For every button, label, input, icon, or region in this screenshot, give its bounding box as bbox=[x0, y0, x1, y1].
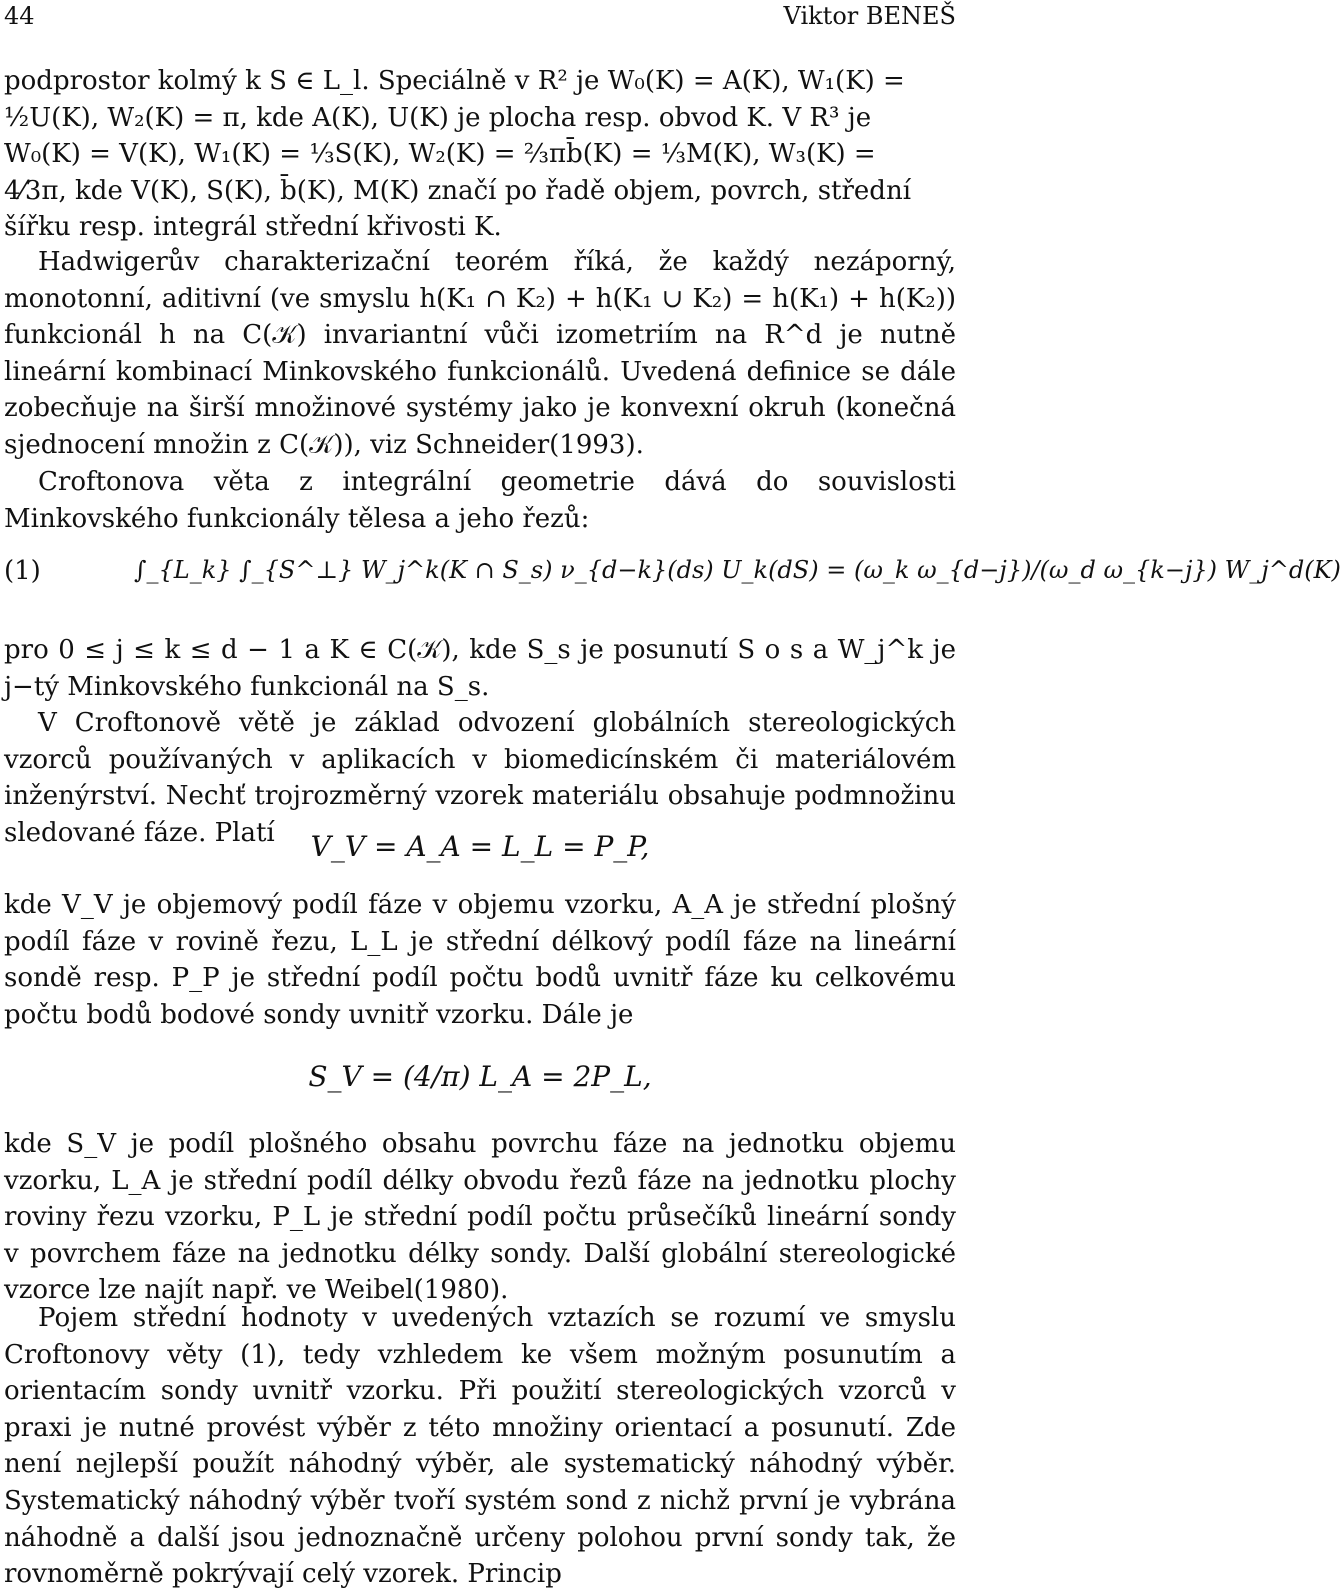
paragraph-1-line-2: ½U(K), W₂(K) = π, kde A(K), U(K) je plocha resp. obvod K. V R³ je bbox=[4, 102, 872, 133]
paragraph-fractions: kde V_V je objemový podíl fáze v objemu vzorku, A_A je střední plošný podíl fáze v rovině řezu, L_L je střední délkový podíl fáze na lineární sondě resp. P_P je střední podíl počtu bodů uvnitř fáze ku celkovému počtu bodů bodové sondy uvnitř vzorku. Dále je bbox=[4, 890, 956, 1030]
paragraph-1-line-3: W₀(K) = V(K), W₁(K) = ⅓S(K), W₂(K) = ⅔πb̄(K) = ⅓M(K), W₃(K) = bbox=[4, 139, 876, 170]
equation-1 bbox=[4, 534, 1341, 614]
paragraph-1-line-4: 4⁄3π, kde V(K), S(K), b̄(K), M(K) značí po řadě objem, povrch, střední bbox=[4, 175, 912, 206]
equation-2: V_V = A_A = L_L = P_P, bbox=[310, 830, 650, 863]
paragraph-1 bbox=[4, 63, 956, 246]
equation-1-body: ∫_{L_k} ∫_{S^⊥} W_j^k(K ∩ S_s) ν_{d−k}(ds) U_k(dS) = (ω_k ω_{d−j})/(ω_d ω_{k−j}) W_j^d(K) bbox=[134, 556, 1341, 584]
paragraph-stereology: V Croftonově větě je základ odvození globálních stereologických vzorců používaných v aplikacích v biomedicínském či materiálovém inženýrství. Nechť trojrozměrný vzorek materiálu obsahuje podmnožinu sledované fáze. Platí bbox=[4, 708, 956, 848]
paragraph-hadwiger: Hadwigerův charakterizační teorém říká, že každý nezáporný, monotonní, aditivní (ve smyslu h(K₁ ∩ K₂) + h(K₁ ∪ K₂) = h(K₁) + h(K₂)) funkcionál h na C(𝒦) invariantní vůči izometriím na R^d je nutně lineární kombinací Minkovského funkcionálů. Uvedená definice se dále zobecňuje na širší množinové systémy jako je konvexní okruh (konečná sjednocení množin z C(𝒦)), viz Schneider(1993). bbox=[4, 247, 956, 460]
author-name: Viktor BENEŠ bbox=[783, 2, 956, 30]
paragraph-sampling: Pojem střední hodnoty v uvedených vztazích se rozumí ve smyslu Croftonovy věty (1), tedy vzhledem ke všem možným posunutím a orientacím sondy uvnitř vzorku. Při použití stereologických vzorců v praxi je nutné provést výběr z této množiny orientací a posunutí. Zde není nejlepší použít náhodný výběr, ale systematický náhodný výběr. Systematický náhodný výběr tvoří systém sond z nichž první je vybrána náhodně a další jsou jednoznačně určeny polohou první sondy tak, že rovnoměrně pokrývají celý vzorek. Princip bbox=[4, 1303, 956, 1590]
paragraph-1-line-1: podprostor kolmý k S ∈ L_l. Speciálně v R² je W₀(K) = A(K), W₁(K) = bbox=[4, 66, 905, 96]
running-header bbox=[4, 2, 956, 32]
page-number: 44 bbox=[4, 2, 35, 30]
paragraph-crofton-intro: Croftonova věta z integrální geometrie dává do souvislosti Minkovského funkcionály tělesa a jeho řezů: bbox=[4, 467, 956, 534]
equation-3: S_V = (4/π) L_A = 2P_L, bbox=[308, 1060, 652, 1093]
paragraph-surface-density: kde S_V je podíl plošného obsahu povrchu fáze na jednotku objemu vzorku, L_A je střední podíl délky obvodu řezů fáze na jednotku plochy roviny řezu vzorku, P_L je střední podíl počtu průsečíků lineární sondy v povrchem fáze na jednotku délky sondy. Další globální stereologické vzorce lze najít např. ve Weibel(1980). bbox=[4, 1129, 956, 1306]
equation-1-label: (1) bbox=[4, 556, 41, 586]
paragraph-after-eq1: pro 0 ≤ j ≤ k ≤ d − 1 a K ∈ C(𝒦), kde S_s je posunutí S o s a W_j^k je j−tý Minkovského funkcionál na S_s. bbox=[4, 635, 956, 702]
paragraph-1-line-5: šířku resp. integrál střední křivosti K. bbox=[4, 212, 502, 243]
